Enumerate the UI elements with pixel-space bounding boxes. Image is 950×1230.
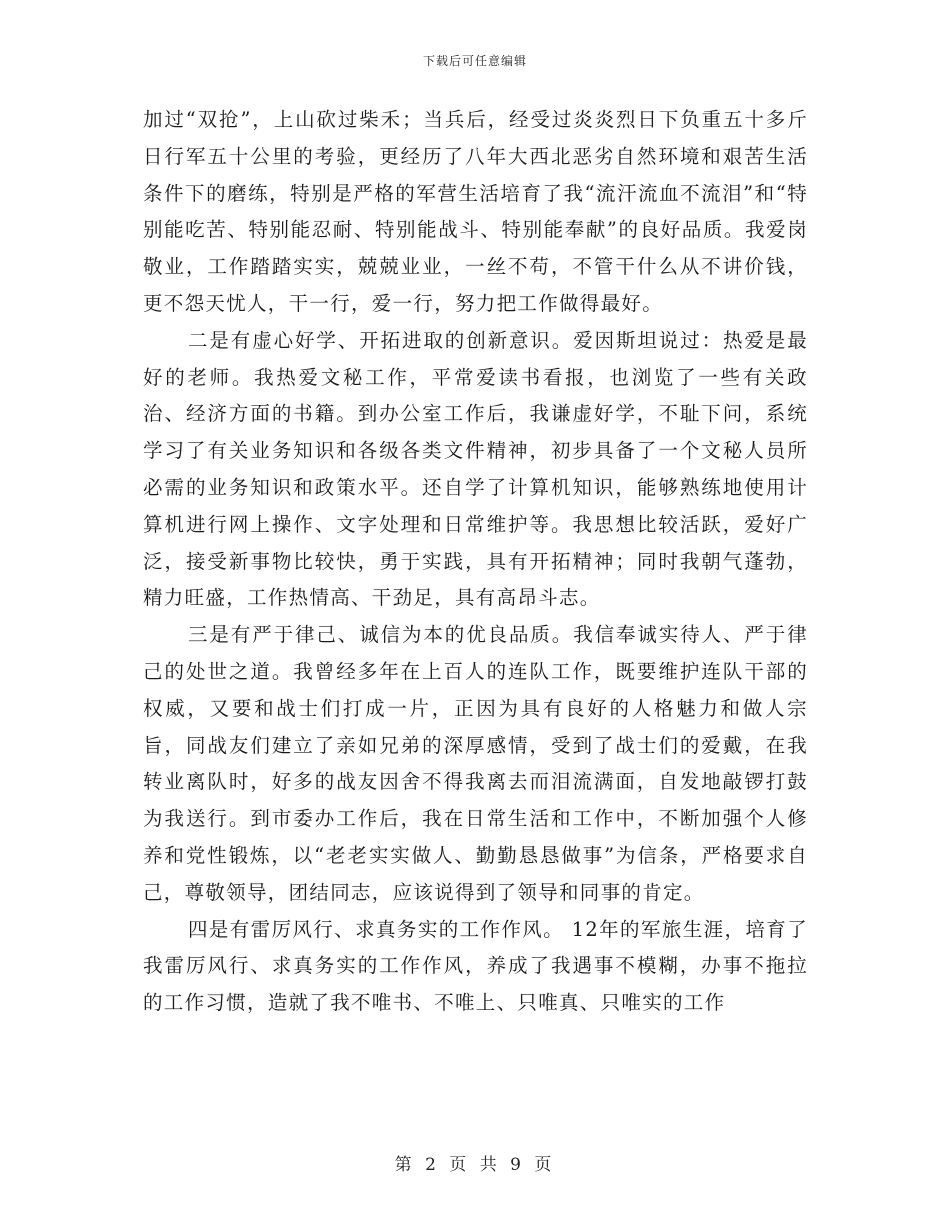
paragraph-point-two: 二是有虚心好学、开拓进取的创新意识。爱因斯坦说过：热爱是最好的老师。我热爱文秘工作，平常爱读书看报，也浏览了一些有关政治、经济方面的书籍。到办公室工作后，我谦虚好学，不耻下问，系统学习了有关业务知识和各级各类文件精神，初步具备了一个文秘人员所必需的业务知识和政策水平。还自学了计算机知识，能够熟练地使用计算机进行网上操作、文字处理和日常维护等。我思想比较活跃，爱好广泛，接受新事物比较快，勇于实践，具有开拓精神；同时我朝气蓬勃，精力旺盛，工作热情高、干劲足，具有高昂斗志。 — [143, 328, 808, 610]
paragraph-point-four: 四是有雷厉风行、求真务实的工作作风。 12年的军旅生涯，培育了我雷厉风行、求真务实的工作作风，养成了我遇事不模糊，办事不拖拉的工作习惯，造就了我不唯书、不唯上、只唯真、只唯实的工作 — [143, 917, 808, 1015]
paragraph-continuation: 加过“双抢”，上山砍过柴禾；当兵后，经受过炎炎烈日下负重五十多斤日行军五十公里的考验，更经历了八年大西北恶劣自然环境和艰苦生活条件下的磨练，特别是严格的军营生活培育了我“流汗流血不流泪”和“特别能吃苦、特别能忍耐、特别能战斗、特别能奉献”的良好品质。我爱岗敬业，工作踏踏实实，兢兢业业，一丝不苟，不管干什么从不讲价钱，更不怨天忧人，干一行，爱一行，努力把工作做得最好。 — [143, 108, 808, 315]
page-number-footer: 第 2 页 共 9 页 — [394, 1155, 556, 1175]
paragraph-point-three: 三是有严于律己、诚信为本的优良品质。我信奉诚实待人、严于律己的处世之道。我曾经多年在上百人的连队工作，既要维护连队干部的权威，又要和战士们打成一片，正因为具有良好的人格魅力和做人宗旨，同战友们建立了亲如兄弟的深厚感情，受到了战士们的爱戴，在我转业离队时，好多的战友因舍不得我离去而泪流满面，自发地敲锣打鼓为我送行。到市委办工作后，我在日常生活和工作中，不断加强个人修养和党性锻炼，以“老老实实做人、勤勤恳恳做事”为信条，严格要求自己，尊敬领导，团结同志，应该说得到了领导和同事的肯定。 — [143, 623, 808, 904]
document-body — [143, 102, 808, 1022]
page-header: 下载后可任意编辑 — [422, 54, 527, 68]
